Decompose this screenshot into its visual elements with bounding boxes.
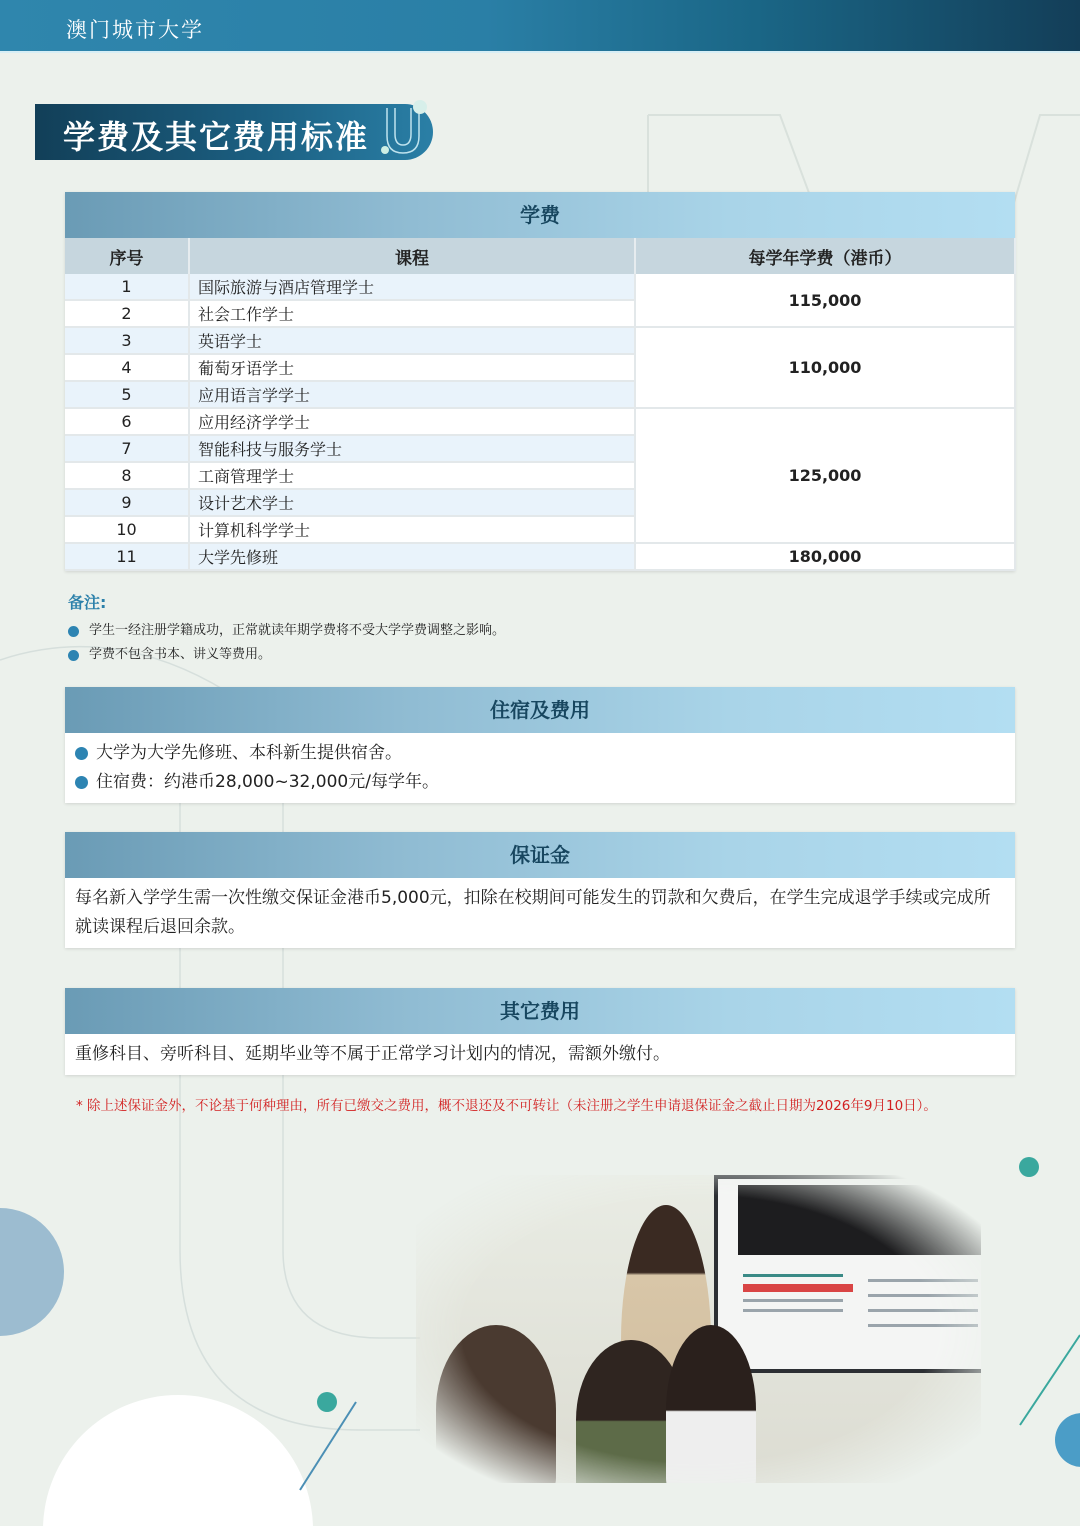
row-number: 2 <box>65 300 189 327</box>
university-name: 澳门城市大学 <box>66 18 204 42</box>
course-name: 应用语言学学士 <box>189 381 635 408</box>
annual-fee: 110,000 <box>635 327 1015 408</box>
course-name: 智能科技与服务学士 <box>189 435 635 462</box>
row-number: 1 <box>65 274 189 300</box>
annual-fee: 115,000 <box>635 274 1015 327</box>
row-number: 7 <box>65 435 189 462</box>
note-text: 学生一经注册学籍成功，正常就读年期学费将不受大学学费调整之影响。 <box>89 623 506 638</box>
row-number: 10 <box>65 516 189 543</box>
deposit-text: 每名新入学学生需一次性缴交保证金港币5,000元，扣除在校期间可能发生的罚款和欠费后，在学生完成退学手续或完成所就读课程后退回余款。 <box>75 888 991 937</box>
course-name: 葡萄牙语学士 <box>189 354 635 381</box>
bullet-icon <box>75 747 88 760</box>
column-header-number: 序号 <box>65 238 189 274</box>
course-name: 国际旅游与酒店管理学士 <box>189 274 635 300</box>
presentation-screen <box>714 1175 981 1373</box>
note-item <box>68 619 505 643</box>
u-logo-icon <box>375 98 435 158</box>
bullet-icon <box>68 650 79 661</box>
table-row <box>65 274 1015 300</box>
deposit-section <box>65 832 1015 948</box>
accommodation-section <box>65 687 1015 803</box>
classroom-photo <box>416 1175 981 1483</box>
accommodation-item <box>75 768 1005 797</box>
row-number: 5 <box>65 381 189 408</box>
course-name: 设计艺术学士 <box>189 489 635 516</box>
refund-footnote: * 除上述保证金外，不论基于何种理由，所有已缴交之费用，概不退还及不可转让（未注册之学生申请退保证金之截止日期为2026年9月10日）。 <box>76 1098 937 1114</box>
other-fees-title: 其它费用 <box>65 988 1015 1034</box>
top-header-bar <box>0 0 1080 53</box>
column-header-course: 课程 <box>189 238 635 274</box>
student-figure <box>666 1325 756 1483</box>
accommodation-body <box>65 733 1015 803</box>
note-text: 学费不包含书本、讲义等费用。 <box>89 647 272 662</box>
note-item <box>68 643 505 667</box>
notes-label: 备注: <box>68 593 107 612</box>
bullet-icon <box>75 776 88 789</box>
row-number: 6 <box>65 408 189 435</box>
tuition-section <box>65 192 1015 571</box>
column-header-annual-fee: 每学年学费（港币） <box>635 238 1015 274</box>
table-row <box>65 408 1015 435</box>
table-row <box>65 543 1015 570</box>
table-row <box>65 327 1015 354</box>
accommodation-text: 大学为大学先修班、本科新生提供宿舍。 <box>96 743 402 763</box>
student-figure <box>436 1325 556 1483</box>
course-name: 应用经济学学士 <box>189 408 635 435</box>
row-number: 8 <box>65 462 189 489</box>
course-name: 大学先修班 <box>189 543 635 570</box>
accommodation-item <box>75 739 1005 768</box>
course-name: 英语学士 <box>189 327 635 354</box>
page-title: 学费及其它费用标准 <box>63 118 370 156</box>
row-number: 4 <box>65 354 189 381</box>
annual-fee: 125,000 <box>635 408 1015 543</box>
course-name: 计算机科学学士 <box>189 516 635 543</box>
course-name: 社会工作学士 <box>189 300 635 327</box>
bullet-icon <box>68 626 79 637</box>
tuition-notes <box>68 590 505 667</box>
other-fees-text: 重修科目、旁听科目、延期毕业等不属于正常学习计划内的情况，需额外缴付。 <box>75 1044 670 1064</box>
tuition-table <box>65 238 1016 571</box>
row-number: 11 <box>65 543 189 570</box>
course-name: 工商管理学士 <box>189 462 635 489</box>
row-number: 3 <box>65 327 189 354</box>
row-number: 9 <box>65 489 189 516</box>
other-fees-section <box>65 988 1015 1075</box>
annual-fee: 180,000 <box>635 543 1015 570</box>
accommodation-title: 住宿及费用 <box>65 687 1015 733</box>
deposit-title: 保证金 <box>65 832 1015 878</box>
page-title-banner <box>35 104 433 160</box>
accommodation-fee-text: 住宿费：约港币28,000~32,000元/每学年。 <box>96 772 439 792</box>
tuition-section-title: 学费 <box>65 192 1015 238</box>
